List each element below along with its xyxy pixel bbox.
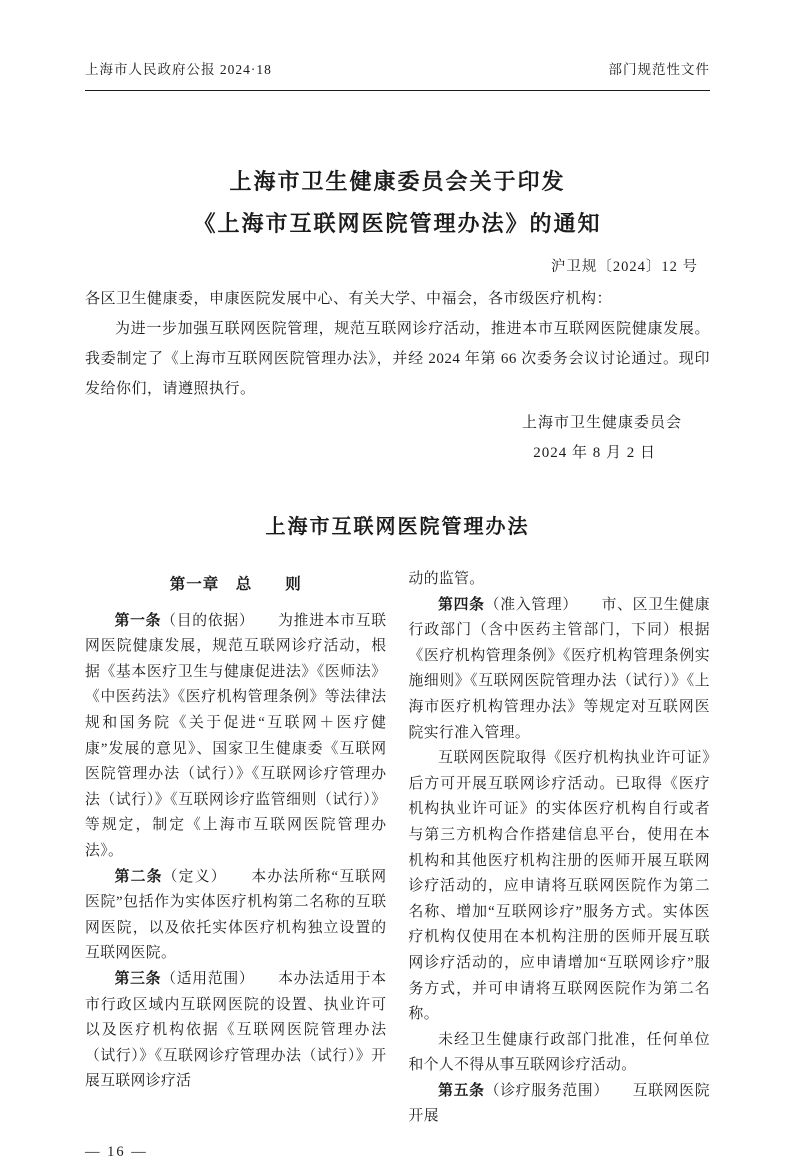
- document-number: 沪卫规〔2024〕12 号: [550, 259, 698, 275]
- notice-title-line2: 《上海市互联网医院管理办法》的通知: [193, 211, 602, 236]
- article-2-paragraph: [85, 865, 387, 967]
- article-4-sub-paragraph-2: [409, 1028, 711, 1079]
- article-3-continuation: [409, 567, 711, 593]
- article-4-text: （准入管理） 市、区卫生健康行政部门（含中医药主管部门，下同）根据《医疗机构管理条例》《医疗机构管理条例实施细则》《互联网医院管理办法（试行）》《上海市医疗机构管理办法》等规定对互联网医院实行准入管理。: [408, 596, 710, 741]
- article-4-sub-paragraph-1: [409, 746, 711, 1028]
- notice-title: [85, 161, 710, 245]
- article-2-text: （定义） 本办法所称“互联网医院”包括作为实体医疗机构第二名称的互联网医院，以及依托实体医疗机构独立设置的互联网医院。: [85, 868, 387, 962]
- page-number: — 16 —: [85, 1144, 148, 1161]
- signature-block: [85, 408, 710, 468]
- article-1-text: （目的依据） 为推进本市互联网医院健康发展，规范互联网诊疗活动，根据《基本医疗卫生与健康促进法》《医师法》《中医药法》《医疗机构管理条例》等法律法规和国务院《关于促进“互联网＋医疗健康”发展的意见》、国家卫生健康委《互联网医院管理办法（试行）》《互联网诊疗管理办法（试行）》《互联网诊疗监管细则（试行）》等规定，制定《上海市互联网医院管理办法》。: [85, 612, 387, 859]
- article-3-paragraph: [85, 967, 387, 1095]
- article-2-lead: 第二条: [114, 868, 163, 885]
- article-4-paragraph: [409, 593, 711, 747]
- regulation-title: 上海市互联网医院管理办法: [265, 516, 530, 538]
- article-5-text: （诊疗服务范围） 互联网医院开展: [408, 1082, 710, 1125]
- article-4-sub-text-2: 未经卫生健康行政部门批准，任何单位和个人不得从事互联网诊疗活动。: [408, 1031, 710, 1074]
- gazette-issue-label: 上海市人民政府公报 2024·18: [85, 62, 272, 77]
- article-1-paragraph: [85, 609, 387, 865]
- notice-body-paragraph: 为进一步加强互联网医院管理，规范互联网诊疗活动，推进本市互联网医院健康发展。我委制定了《上海市互联网医院管理办法》，并经 2024 年第 66 次委务会议讨论通过。现印发给你们，请遵照执行。: [85, 321, 710, 397]
- article-3-continuation-text: 动的监管。: [408, 571, 485, 587]
- document-category-label: 部门规范性文件: [608, 62, 710, 77]
- article-5-paragraph: [409, 1079, 711, 1130]
- signer-name: 上海市卫生健康委员会: [521, 415, 682, 431]
- chapter-heading: 第一章 总 则: [169, 576, 302, 593]
- article-1-lead: 第一条: [114, 612, 162, 629]
- two-column-body: [85, 567, 710, 1130]
- article-5-lead: 第五条: [438, 1082, 485, 1099]
- article-3-lead: 第三条: [114, 970, 162, 987]
- notice-title-line1: 上海市卫生健康委员会关于印发: [229, 169, 566, 194]
- article-4-sub-text-1: 互联网医院取得《医疗机构执业许可证》后方可开展互联网诊疗活动。已取得《医疗机构执业许可证》的实体医疗机构自行或者与第三方机构合作搭建信息平台，使用在本机构和其他医疗机构注册的医师开展互联网诊疗活动的，应申请将互联网医院作为第二名称、增加“互联网诊疗”服务方式。实体医疗机构仅使用在本机构注册的医师开展互联网诊疗活动的，应申请增加“互联网诊疗”服务方式，并可申请将互联网医院作为第二名称。: [408, 750, 710, 1023]
- right-column: [409, 567, 711, 1130]
- running-header: [85, 58, 710, 91]
- notice-salutation: 各区卫生健康委，申康医院发展中心、有关大学、中福会，各市级医疗机构：: [85, 291, 613, 307]
- article-3-text: （适用范围） 本办法适用于本市行政区域内互联网医院的设置、执业许可以及医疗机构依据《互联网医院管理办法（试行）》《互联网诊疗管理办法（试行）》开展互联网诊疗活: [85, 970, 387, 1090]
- article-4-lead: 第四条: [438, 596, 485, 613]
- left-column: [85, 567, 387, 1130]
- signature-date: 2024 年 8 月 2 日: [533, 445, 656, 461]
